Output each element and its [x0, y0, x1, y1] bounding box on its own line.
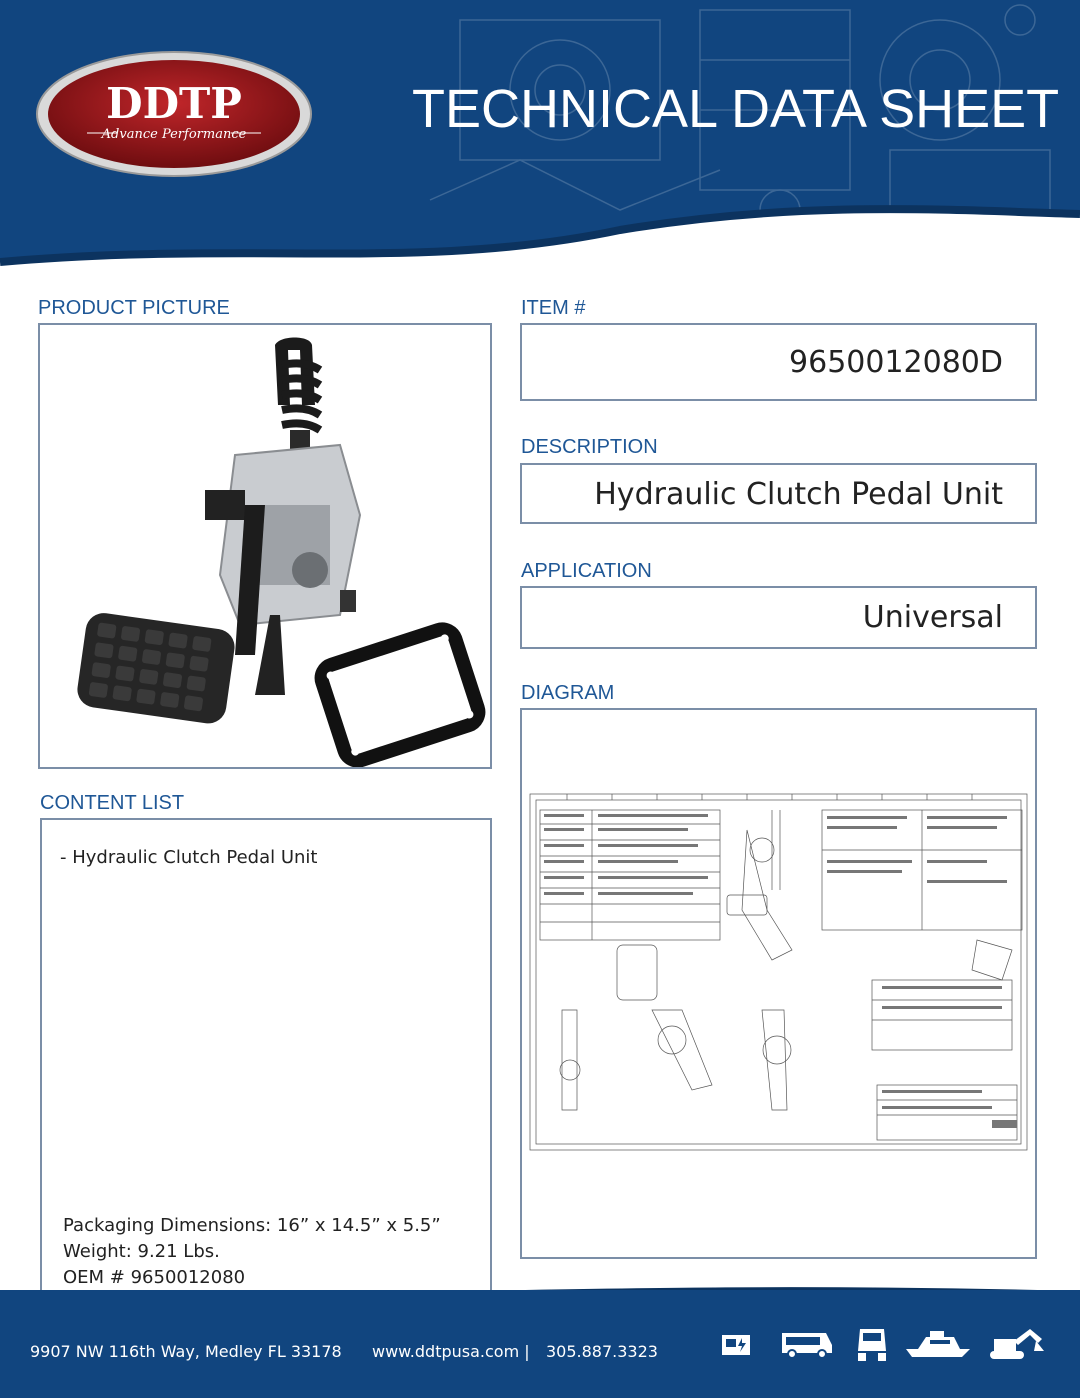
oem-number: OEM # 9650012080	[63, 1267, 246, 1288]
truck-icon	[852, 1325, 892, 1365]
generator-icon	[718, 1325, 754, 1361]
technical-drawing	[522, 710, 1035, 1257]
application-label: APPLICATION	[521, 560, 652, 582]
description-label: DESCRIPTION	[521, 436, 658, 458]
footer-website[interactable]: www.ddtpusa.com |	[372, 1342, 530, 1361]
ddtp-logo	[35, 50, 313, 178]
item-box	[520, 323, 1037, 401]
yacht-icon	[904, 1325, 974, 1361]
application-value: Universal	[862, 600, 1003, 635]
footer-address: 9907 NW 116th Way, Medley FL 33178	[30, 1342, 342, 1361]
application-box	[520, 586, 1037, 649]
description-value: Hydraulic Clutch Pedal Unit	[594, 477, 1003, 512]
weight: Weight: 9.21 Lbs.	[63, 1241, 220, 1262]
content-list-item: - Hydraulic Clutch Pedal Unit	[60, 847, 318, 868]
clutch-pedal-image	[40, 325, 490, 767]
page-title: TECHNICAL DATA SHEET	[412, 79, 1060, 139]
product-picture-box	[38, 323, 492, 769]
item-number: 9650012080D	[789, 345, 1003, 380]
diagram-label: DIAGRAM	[521, 682, 615, 704]
logo-tagline: Advance Performance	[101, 127, 247, 142]
content-list-label: CONTENT LIST	[40, 792, 185, 814]
product-picture-label: PRODUCT PICTURE	[38, 297, 230, 319]
packaging-dimensions: Packaging Dimensions: 16” x 14.5” x 5.5”	[63, 1215, 441, 1236]
diagram-box	[520, 708, 1037, 1259]
footer-phone: 305.887.3323	[546, 1342, 658, 1361]
excavator-icon	[986, 1325, 1046, 1361]
logo-brand: DDTP	[106, 79, 242, 128]
bus-icon	[778, 1325, 834, 1361]
description-box	[520, 463, 1037, 524]
header-wave	[0, 200, 1080, 300]
item-label: ITEM #	[521, 297, 586, 319]
